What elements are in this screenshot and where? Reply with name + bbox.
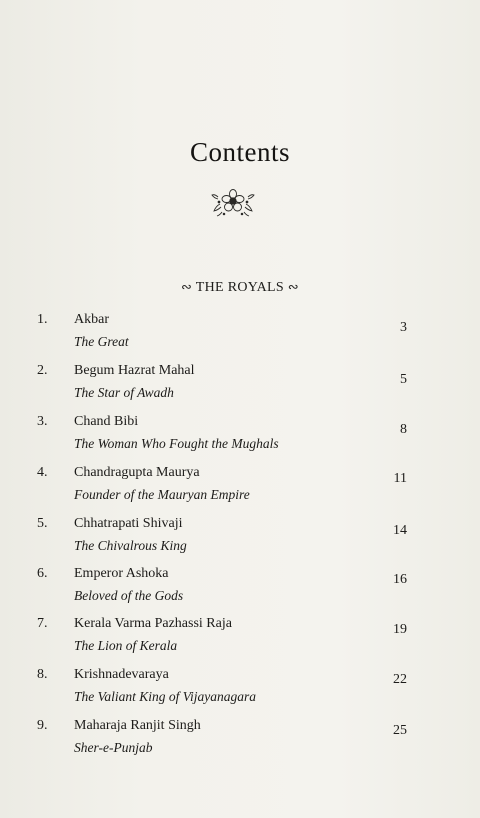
- toc-entry: [0, 667, 480, 715]
- entry-subtitle: The Star of Awadh: [74, 385, 174, 400]
- toc-entry: [0, 566, 480, 614]
- entry-subtitle: Founder of the Mauryan Empire: [74, 487, 250, 502]
- entry-number: 7.: [37, 616, 48, 631]
- entry-number: 9.: [37, 718, 48, 733]
- entry-subtitle: Sher-e-Punjab: [74, 740, 153, 755]
- entry-subtitle: The Woman Who Fought the Mughals: [74, 436, 279, 451]
- entry-number: 4.: [37, 465, 48, 480]
- entry-number: 2.: [37, 363, 48, 378]
- toc-entry: [0, 465, 480, 513]
- entry-number: 5.: [37, 516, 48, 531]
- swirl-left-icon: ∾: [181, 279, 193, 294]
- entry-page-number: 16: [393, 572, 407, 587]
- entry-page-number: 22: [393, 672, 407, 687]
- toc-entry: [0, 414, 480, 462]
- entry-name: Maharaja Ranjit Singh: [74, 718, 201, 733]
- entry-name: Chandragupta Maurya: [74, 465, 200, 480]
- entry-number: 8.: [37, 667, 48, 682]
- entry-subtitle: Beloved of the Gods: [74, 588, 184, 603]
- entry-page-number: 19: [393, 622, 407, 637]
- entry-subtitle: The Lion of Kerala: [74, 638, 178, 653]
- entry-number: 1.: [37, 312, 48, 327]
- entry-page-number: 25: [393, 723, 407, 738]
- entry-subtitle: The Chivalrous King: [74, 538, 187, 553]
- entry-name: Chand Bibi: [74, 414, 139, 429]
- swirl-right-icon: ∾: [287, 279, 299, 294]
- flower-ornament-icon: [210, 188, 256, 218]
- entry-name: Krishnadevaraya: [74, 667, 169, 682]
- toc-entry: [0, 616, 480, 664]
- toc-entry: [0, 312, 480, 360]
- entry-name: Akbar: [74, 312, 109, 327]
- entry-subtitle: The Great: [74, 334, 129, 349]
- entry-subtitle: The Valiant King of Vijayanagara: [74, 689, 256, 704]
- entry-name: Kerala Varma Pazhassi Raja: [74, 616, 232, 631]
- page-title: Contents: [189, 137, 290, 167]
- entry-page-number: 5: [400, 372, 407, 387]
- section-title: THE ROYALS: [195, 280, 284, 295]
- entry-page-number: 14: [393, 523, 407, 538]
- toc-entry: [0, 718, 480, 766]
- entry-name: Begum Hazrat Mahal: [74, 363, 195, 378]
- entry-name: Chhatrapati Shivaji: [74, 516, 183, 531]
- entry-page-number: 8: [400, 422, 407, 437]
- entry-name: Emperor Ashoka: [74, 566, 169, 581]
- entry-number: 6.: [37, 566, 48, 581]
- entry-number: 3.: [37, 414, 48, 429]
- toc-entry: [0, 516, 480, 564]
- toc-entry: [0, 363, 480, 411]
- entry-page-number: 3: [400, 320, 407, 335]
- entry-page-number: 11: [393, 471, 407, 486]
- section-heading: [0, 279, 480, 296]
